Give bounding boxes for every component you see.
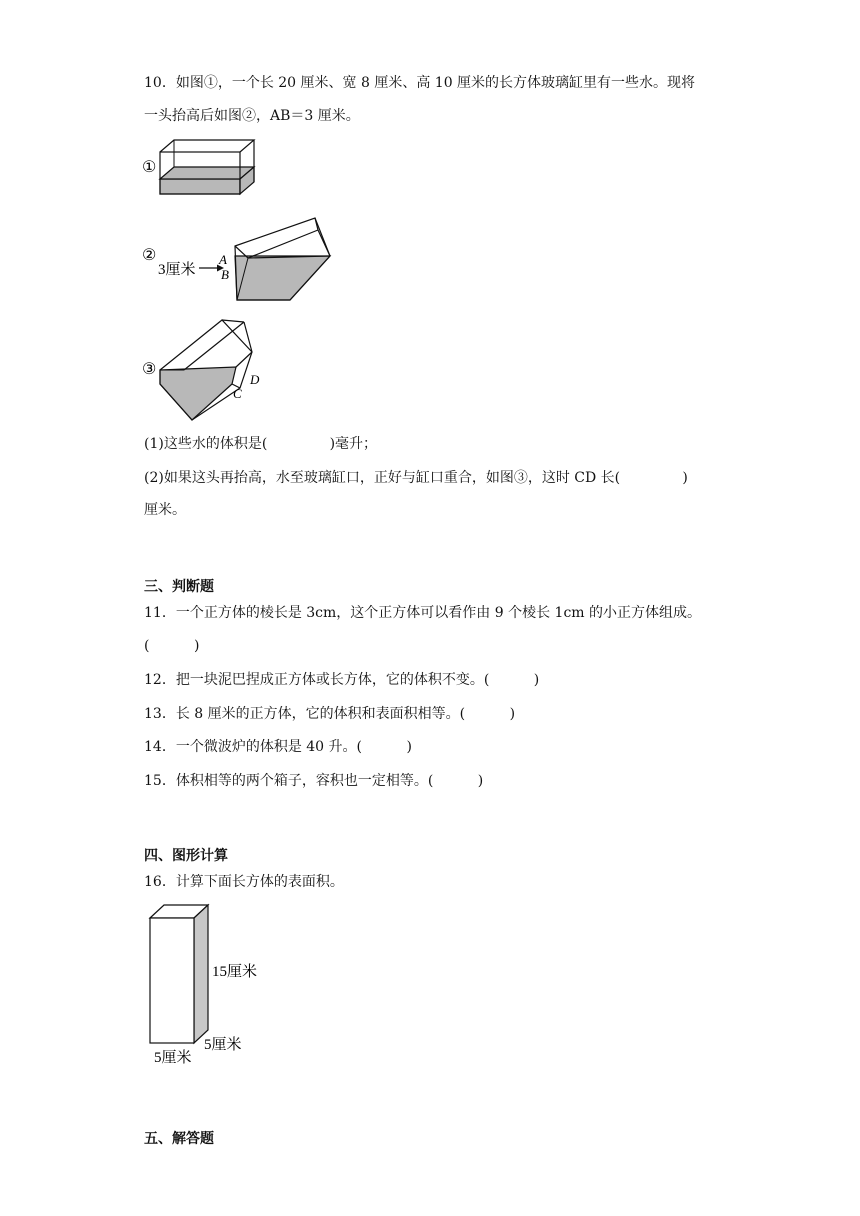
figure-3-point-d: D bbox=[250, 372, 260, 387]
prism-width-label: 5厘米 bbox=[154, 1050, 192, 1066]
figure-2 bbox=[140, 208, 340, 308]
figure-2-marker: ② bbox=[142, 247, 157, 264]
q13: 13．长 8 厘米的正方体，它的体积和表面积相等。( ) bbox=[144, 706, 516, 722]
q14: 14．一个微波炉的体积是 40 升。( ) bbox=[144, 739, 412, 755]
q11-line2: ( ) bbox=[144, 638, 200, 654]
section-4-title: 四、图形计算 bbox=[144, 848, 228, 864]
prism-height-label: 15厘米 bbox=[212, 964, 258, 980]
figure-2-point-b: B bbox=[221, 267, 229, 282]
prism-depth-label: 5厘米 bbox=[204, 1037, 242, 1053]
section-5-title: 五、解答题 bbox=[144, 1131, 214, 1147]
figure-3-point-c: C bbox=[233, 386, 242, 401]
q16: 16．计算下面长方体的表面积。 bbox=[144, 874, 344, 890]
figure-2-measure: 3厘米 bbox=[158, 262, 196, 278]
section-3-title: 三、判断题 bbox=[144, 579, 214, 595]
q10-sub2-line1: (2)如果这头再抬高，水至玻璃缸口，正好与缸口重合，如图③，这时 CD 长( ) bbox=[144, 470, 688, 486]
figure-2-point-a: A bbox=[219, 252, 227, 267]
q15: 15．体积相等的两个箱子，容积也一定相等。( ) bbox=[144, 773, 484, 789]
figure-1-marker: ① bbox=[142, 159, 157, 176]
prism-figure bbox=[148, 900, 268, 1070]
figure-3 bbox=[140, 312, 280, 424]
q10-line1: 10．如图①，一个长 20 厘米、宽 8 厘米、高 10 厘米的长方体玻璃缸里有一些水。现将 bbox=[144, 75, 696, 91]
q10-sub1: (1)这些水的体积是( )毫升； bbox=[144, 436, 378, 452]
q10-line2: 一头抬高后如图②，AB＝3 厘米。 bbox=[144, 108, 360, 124]
figure-1 bbox=[140, 132, 270, 198]
q11-line1: 11．一个正方体的棱长是 3cm，这个正方体可以看作由 9 个棱长 1cm 的小正方体组成。 bbox=[144, 605, 702, 621]
figure-3-marker: ③ bbox=[142, 361, 157, 378]
q12: 12．把一块泥巴捏成正方体或长方体，它的体积不变。( ) bbox=[144, 672, 540, 688]
q10-sub2-line2: 厘米。 bbox=[144, 502, 186, 518]
